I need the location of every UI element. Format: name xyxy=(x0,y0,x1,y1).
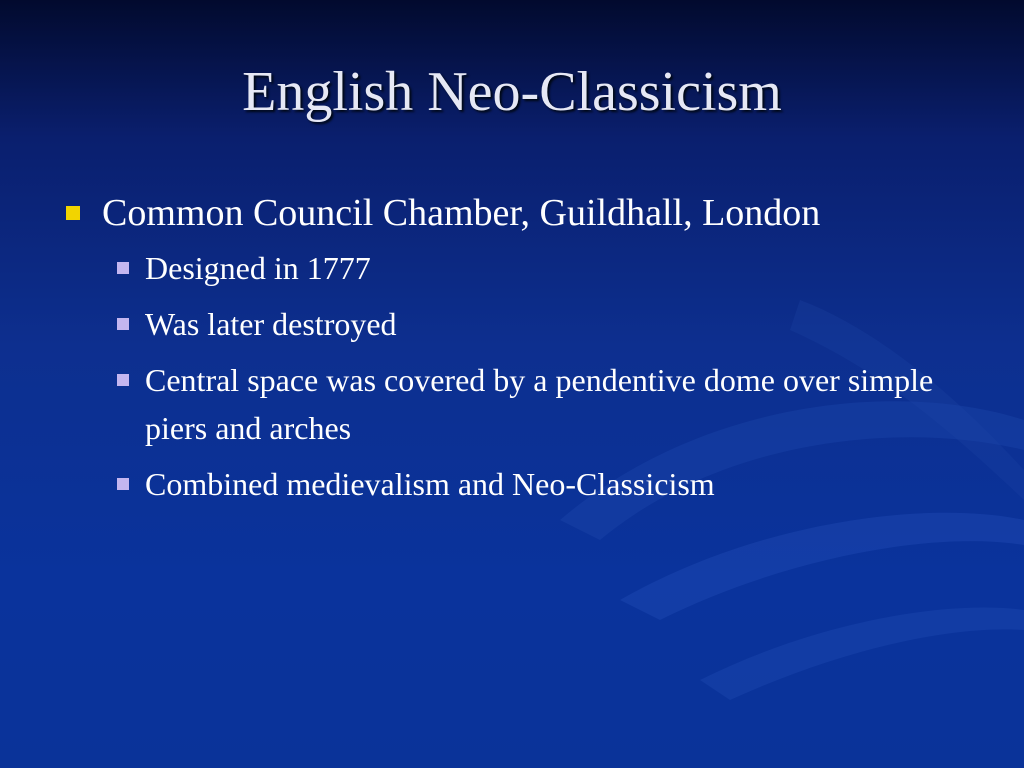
bullet-item-l2 xyxy=(115,244,980,292)
bullet-list xyxy=(60,188,980,516)
bullet-item-l1 xyxy=(60,188,980,238)
sub-bullet-text: Combined medievalism and Neo-Classicism xyxy=(145,466,715,502)
bullet-item-l2 xyxy=(115,300,980,348)
sub-bullet-text: Was later destroyed xyxy=(145,306,397,342)
yellow-square-bullet-icon xyxy=(66,206,80,220)
sub-bullet-text: Central space was covered by a pendentive dome over simple piers and arches xyxy=(145,362,934,446)
sub-bullet-text: Designed in 1777 xyxy=(145,250,371,286)
sub-bullet-list xyxy=(60,244,980,508)
bullet-text: Common Council Chamber, Guildhall, London xyxy=(102,192,821,234)
lavender-square-bullet-icon xyxy=(117,478,129,490)
slide-title: English Neo-Classicism xyxy=(242,61,782,123)
lavender-square-bullet-icon xyxy=(117,374,129,386)
lavender-square-bullet-icon xyxy=(117,318,129,330)
lavender-square-bullet-icon xyxy=(117,262,129,274)
bullet-item-l2 xyxy=(115,460,980,508)
bullet-item-l2 xyxy=(115,356,980,452)
